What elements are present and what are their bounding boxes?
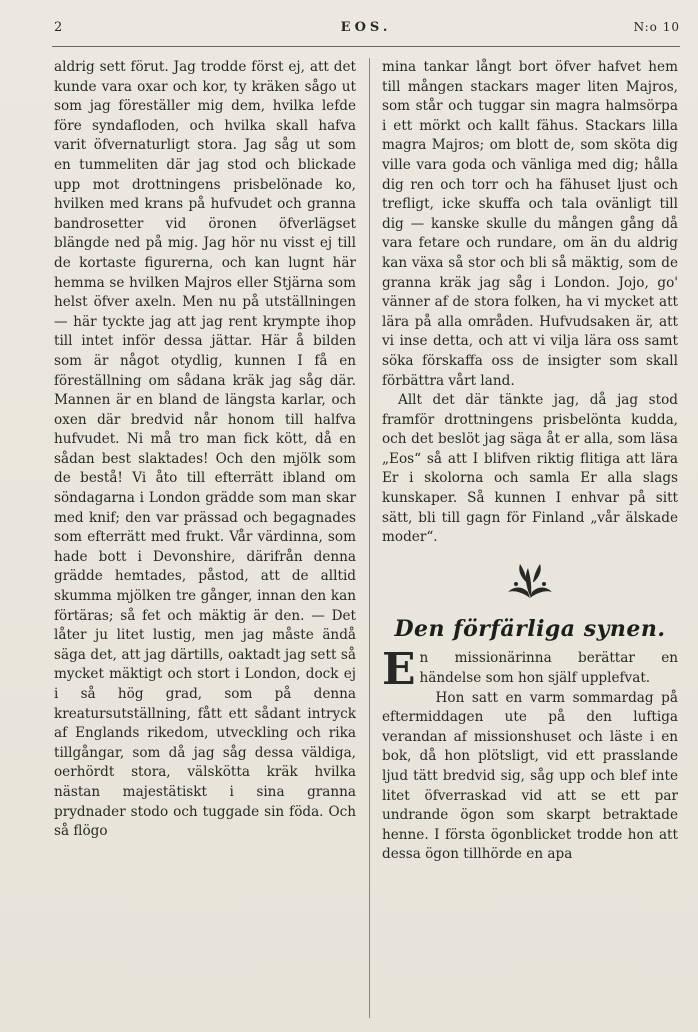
right-paragraph-1: mina tankar långt bort öfver hafvet hem till mången stackars mager liten Majros, som står och tuggar sin magra halmsörpa i ett mörkt och kallt fähus. Stackars lilla magra Majros; om blott de, som sköta dig ville vara goda och vänliga med dig; hålla dig ren och torr och ha fähuset ljust och trefligt, icke skuffa och tala ovänligt till dig — kanske skulle du mången gång då vara fetare och rundare, om än du aldrig kan växa så stor och bli så mäktig, som de granna kräk jag såg i London. Jojo, go' vänner af de stora folken, ha vi mycket att lära på alla områden. Hufvudsaken är, att vi inse detta, och att vi vilja lära oss samt söka förskaffa oss de insigter som skall förbättra vårt land. xyxy=(382,59,678,389)
issue-number: N:o 10 xyxy=(633,20,680,34)
page-number: 2 xyxy=(54,20,64,35)
right-paragraph-3: Hon satt en varm sommardag på eftermiddagen ute på den luftiga verandan af missionshuset och läste i en bok, då hon plötsligt, vid ett prasslande ljud tätt bredvid sig, såg upp och blef inte litet öfverraskad vid att se ett par undrande ögon som skarpt betraktade henne. I första ögonblicket trodde hon att dessa ögon tillhörde en apa xyxy=(382,689,678,863)
drop-cap: E xyxy=(382,644,416,696)
lead-text: n missionärinna berättar en händelse som hon själf upplefvat. xyxy=(419,650,678,687)
page-header xyxy=(52,20,680,42)
journal-title: EOS. xyxy=(340,20,392,35)
article-title: Den förfärliga synen. xyxy=(394,615,666,642)
left-column xyxy=(54,58,356,842)
floral-ornament-icon xyxy=(382,554,678,610)
column-divider xyxy=(369,58,370,1018)
right-column xyxy=(382,58,678,865)
floral-ornament-svg xyxy=(504,562,556,602)
header-rule xyxy=(52,46,680,47)
right-paragraph-2: Allt det där tänkte jag, då jag stod framför drottningens prisbelönta kudda, och det beslöt jag säga åt er alla, som läsa „Eos“ så att I blifven riktig flitiga att lära Er i skolorna och samla Er alla slags kunskaper. Så kunnen I enhvar på sitt sätt, bli till gagn för Finland „vår älskade moder“. xyxy=(382,392,678,546)
article-lead xyxy=(382,644,678,696)
left-paragraph: aldrig sett förut. Jag trodde först ej, att det kunde vara oxar och kor, ty kräken sågo ut som jag föreställer mig dem, hvilka lefde före syndafloden, och hvilka skall hafva varit öfvernaturligt stora. Jag såg ut som en tummeliten där jag stod och blickade upp mot drottningens prisbelönade ko, hvilken med krans på hufvudet och granna bandrosetter vid öronen öfverlägset blängde ned på mig. Jag hör nu visst ej till de kortaste figurerna, och kan lugnt här hemma se hvilken Majros eller Stjärna som helst öfver axeln. Men nu på utställningen — här tyckte jag att jag rent krympte ihop till intet inför dessa jättar. Här å bilden som är något otydlig, kunnen I få en föreställning om sådana kräk jag såg där. Mannen är en bland de längsta karlar, och oxen där bredvid når honom till halfva hufvudet. Ni må tro man fick kött, då en sådan best slaktades! Och den mjölk som de bestå! Vi åto till efterrätt ibland om söndagarna i London grädde som man skar med knif; den var prässad och begagnades som efterrätt med frukt. Vår värdinna, som hade bott i Devonshire, därifrån denna grädde hemtades, påstod, att de alltid skumma mjölken tre gånger, innan den kan förtäras; så fet och mäktig är den. — Det låter ju litet lustig, men jag måste ändå säga det, att jag därtills, oaktadt jag sett så mycket mäktigt och stort i London, dock ej i så hög grad, som på denna kreatursutställning, fått ett sådant intryck af Englands rikedom, utveckling och rika tillgångar, som då jag såg dessa väldiga, oerhördt stora, välskötta kräk hvilka nästan majestätiskt i sina granna prydnader stodo och tuggade sin föda. Och så flögo xyxy=(54,59,356,840)
